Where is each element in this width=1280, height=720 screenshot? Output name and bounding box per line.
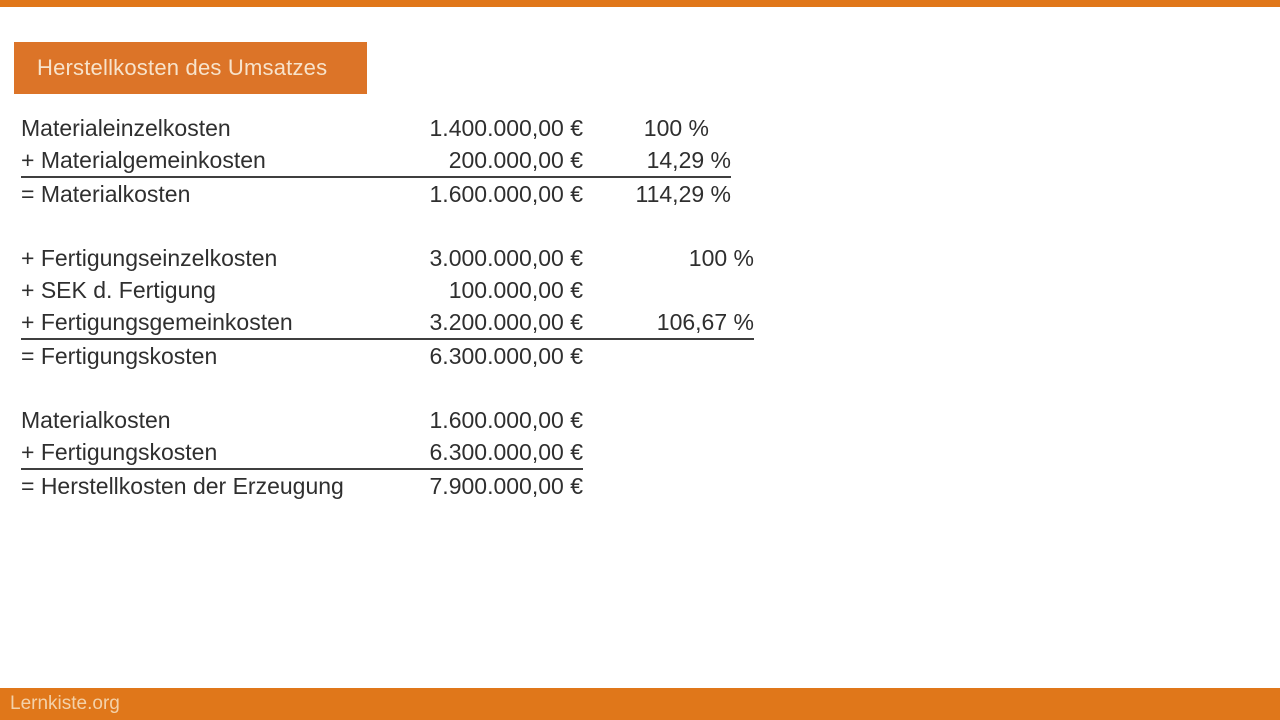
- row-amount: 1.600.000,00 €: [429, 407, 583, 433]
- calc-row-fertigungsgemeinkosten: [21, 306, 754, 340]
- row-percent: 114,29 %: [635, 181, 731, 207]
- calc-row-materialkosten-sum: [21, 178, 731, 210]
- row-percent: 100 %: [688, 245, 754, 271]
- row-label: Materialeinzelkosten: [21, 115, 231, 141]
- row-percent: [583, 274, 754, 306]
- material-cost-block: [21, 112, 754, 210]
- calc-row-fertigungskosten: [21, 436, 583, 470]
- row-amount: 1.400.000,00 €: [429, 115, 583, 141]
- row-amount: 3.200.000,00 €: [429, 309, 583, 335]
- row-percent: 106,67 %: [656, 309, 754, 335]
- row-label: Materialkosten: [21, 407, 171, 433]
- footer-bar: [0, 688, 1280, 720]
- row-label: = Herstellkosten der Erzeugung: [21, 473, 344, 499]
- row-amount: 1.600.000,00 €: [429, 181, 583, 207]
- row-label: + SEK d. Fertigung: [21, 277, 216, 303]
- row-label: + Fertigungsgemeinkosten: [21, 309, 293, 335]
- row-amount: 200.000,00 €: [448, 147, 583, 173]
- manufacturing-cost-block: [21, 404, 754, 502]
- calc-row-fertigungskosten-sum: [21, 340, 754, 372]
- section-title-label: Herstellkosten des Umsatzes: [37, 55, 328, 80]
- row-amount: 100.000,00 €: [448, 277, 583, 303]
- calc-row-materialeinzelkosten: [21, 112, 731, 144]
- row-label: = Fertigungskosten: [21, 343, 218, 369]
- row-amount: 6.300.000,00 €: [429, 439, 583, 465]
- footer-brand: Lernkiste.org: [10, 693, 120, 714]
- section-title-box: [14, 42, 367, 94]
- row-percent: [583, 340, 754, 372]
- row-label: = Materialkosten: [21, 181, 191, 207]
- calc-row-herstellkosten-sum: [21, 470, 583, 502]
- top-accent-bar: [0, 0, 1280, 7]
- row-label: + Materialgemeinkosten: [21, 147, 266, 173]
- cost-calculation: [21, 112, 754, 534]
- production-cost-block: [21, 242, 754, 372]
- calc-row-fertigungseinzelkosten: [21, 242, 754, 274]
- row-label: + Fertigungskosten: [21, 439, 218, 465]
- row-percent: 100 %: [643, 115, 709, 141]
- calc-row-sek-d-fertigung: [21, 274, 754, 306]
- row-amount: 3.000.000,00 €: [429, 245, 583, 271]
- row-percent: 14,29 %: [646, 147, 731, 173]
- row-label: + Fertigungseinzelkosten: [21, 245, 278, 271]
- row-amount: 7.900.000,00 €: [429, 473, 583, 499]
- calc-row-materialkosten: [21, 404, 583, 436]
- row-amount: 6.300.000,00 €: [429, 343, 583, 369]
- calc-row-materialgemeinkosten: [21, 144, 731, 178]
